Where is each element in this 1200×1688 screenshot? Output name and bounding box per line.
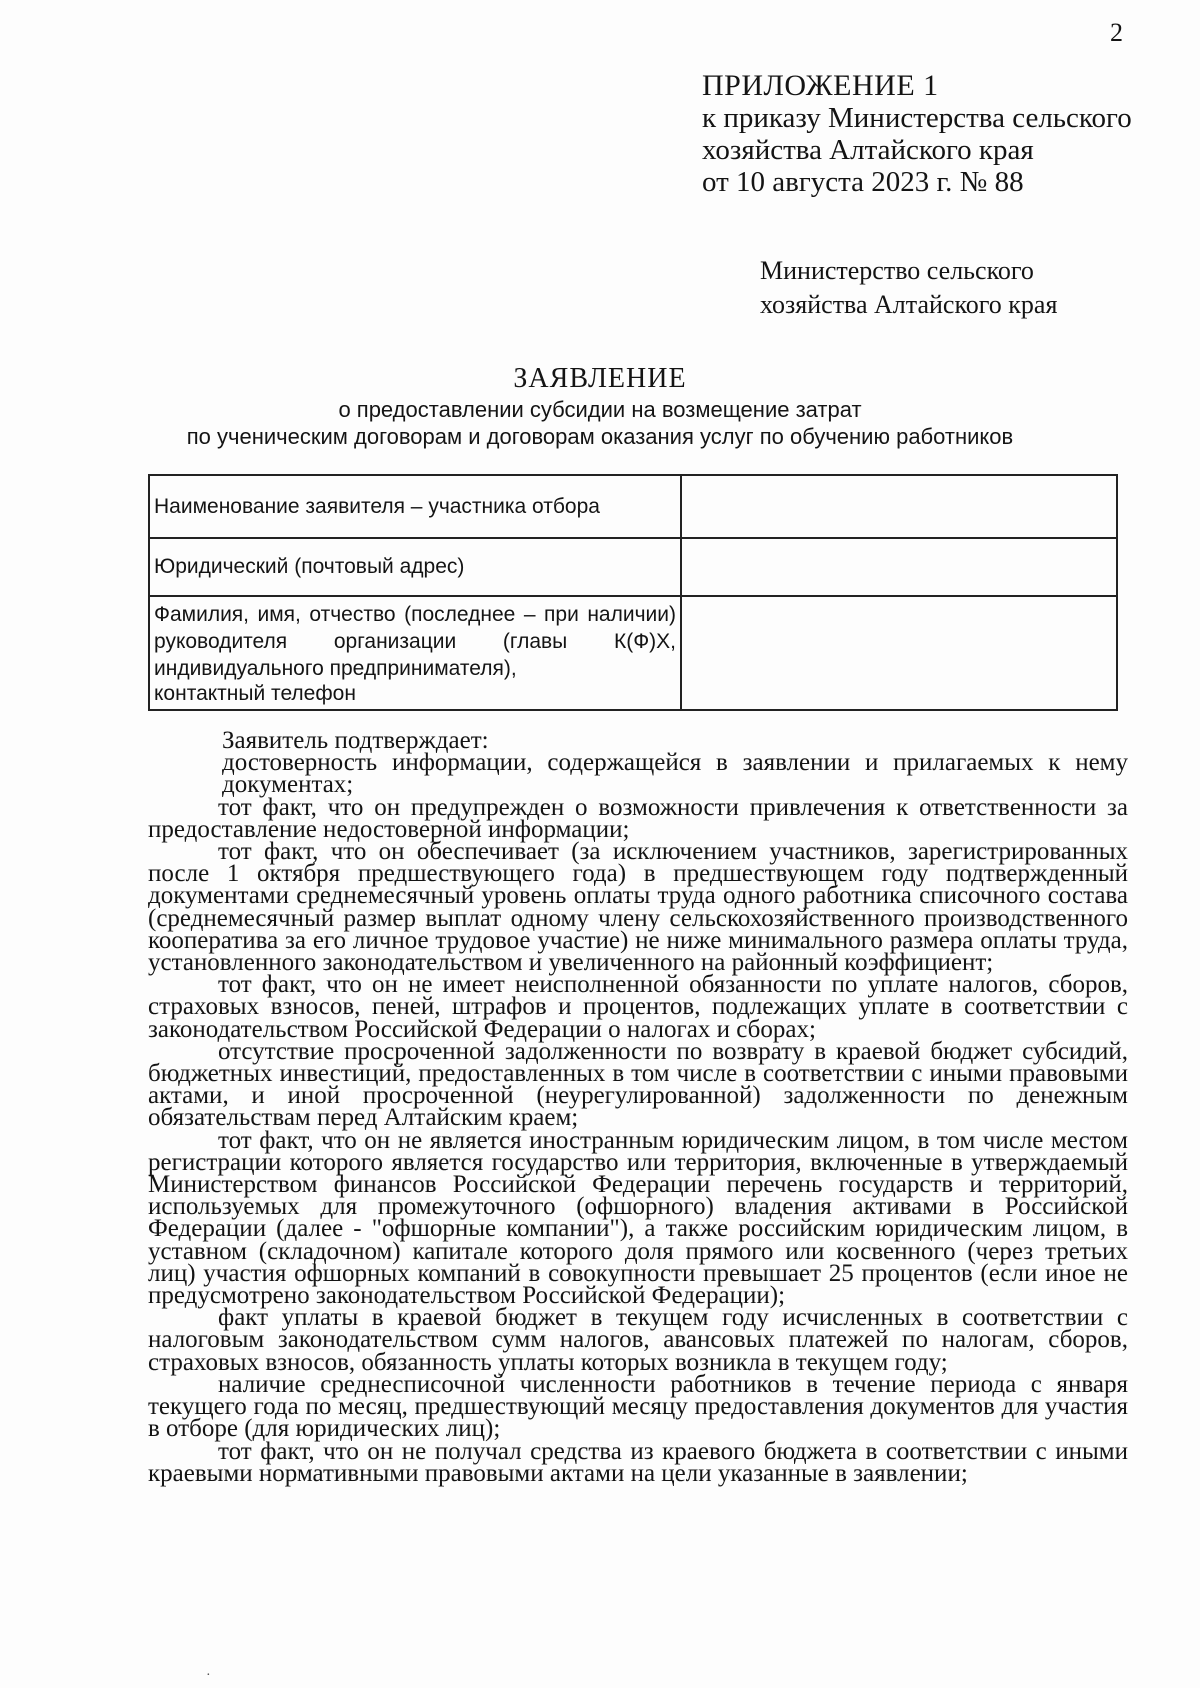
statement-item: тот факт, что он не является иностранным юридическим лицом, в том числе местом регистрации которого является государство или территория, включенные в утверждаемый Министерством финансов Российской Федерации перечень государств и территорий, используемых для промежуточного (офшорного) владения активами в Российской Федерации (далее - "офшорные компании"), а также российским юридическим лицом, в уставном (складочном) капитале которого доля прямого или косвенного (через третьих лиц) участия офшорных компаний в совокупности превышает 25 процентов (если иное не предусмотрено законодательством Российской Федерации); — [148, 1126, 1128, 1310]
appendix-block — [702, 70, 1132, 198]
director-info-field[interactable] — [681, 596, 1117, 710]
legal-address-field[interactable] — [681, 538, 1117, 596]
addressee-line: Министерство сельского — [760, 256, 1034, 285]
statement-item: тот факт, что он не получал средства из краевого бюджета в соответствии с иными краевыми нормативными правовыми актами на цели указанные в заявлении; — [148, 1437, 1128, 1487]
applicant-name-field[interactable] — [681, 475, 1117, 538]
statement-item: тот факт, что он обеспечивает (за исключением участников, зарегистрированных после 1 октября предшествующего года) в предшествующем году подтвержденный документами среднемесячный уровень оплаты труда одного работника списочного состава (среднемесячный размер выплат одному члену сельскохозяйственного производственного кооператива за его личное трудовое участие) не ниже минимального размера оплаты труда, установленного законодательством и увеличенного на районный коэффициент; — [148, 838, 1128, 977]
contact-phone-label: контактный телефон — [154, 681, 356, 705]
legal-address-label: Юридический (почтовый адрес) — [149, 538, 681, 596]
statement-item: отсутствие просроченной задолженности по возврату в краевой бюджет субсидий, бюджетных инвестиций, предоставленных в том числе в соответствии с иными правовыми актами, и иной просроченной (неурегулированной) задолженности по денежным обязательствам перед Алтайским краем; — [148, 1037, 1128, 1132]
applicant-name-label: Наименование заявителя – участника отбора — [149, 475, 681, 538]
document-heading: ЗАЯВЛЕНИЕ — [513, 363, 687, 394]
table-row — [149, 596, 1117, 710]
appendix-title: ПРИЛОЖЕНИЕ 1 — [702, 69, 939, 102]
document-subtitle: по ученическим договорам и договорам оказания услуг по обучению работников — [186, 424, 1014, 449]
statement-body — [148, 727, 1128, 1487]
addressee-block — [760, 254, 1057, 322]
statement-item: факт уплаты в краевой бюджет в текущем году исчисленных в соответствии с налоговым законодательством сумм налогов, авансовых платежей по налогам, сборов, страховых взносов, обязанность уплаты которых возникла в текущем году; — [148, 1304, 1128, 1376]
statement-item: тот факт, что он предупрежден о возможности привлечения к ответственности за предоставление недостоверной информации; — [148, 793, 1128, 843]
statement-item: достоверность информации, содержащейся в заявлении и прилагаемых к нему документах; — [222, 749, 1128, 799]
table-row — [149, 475, 1117, 538]
applicant-info-table — [148, 474, 1118, 711]
statement-intro: Заявитель подтверждает: — [222, 727, 489, 754]
appendix-date-line: от 10 августа 2023 г. № 88 — [702, 166, 1024, 198]
appendix-line: хозяйства Алтайского края — [702, 134, 1034, 166]
document-subtitle: о предоставлении субсидии на возмещение затрат — [338, 397, 862, 422]
page-number: 2 — [1110, 18, 1123, 47]
director-info-label — [149, 596, 681, 710]
addressee-line: хозяйства Алтайского края — [760, 290, 1058, 319]
director-name-label: Фамилия, имя, отчество (последнее – при наличии) руководителя организации (главы К(Ф)Х, индивидуального предпринимателя), — [154, 602, 676, 680]
scan-speck: · — [206, 1668, 211, 1683]
statement-item: тот факт, что он не имеет неисполненной обязанности по уплате налогов, сборов, страховых взносов, пеней, штрафов и процентов, подлежащих уплате в соответствии с законодательством Российской Федерации о налогах и сборах; — [148, 971, 1128, 1043]
appendix-line: к приказу Министерства сельского — [702, 102, 1132, 134]
table-row — [149, 538, 1117, 596]
statement-item: наличие среднесписочной численности работников в течение периода с января текущего года по месяц, предшествующий месяцу предоставления документов для участия в отборе (для юридических лиц); — [148, 1370, 1128, 1443]
document-title-block — [0, 362, 1200, 450]
